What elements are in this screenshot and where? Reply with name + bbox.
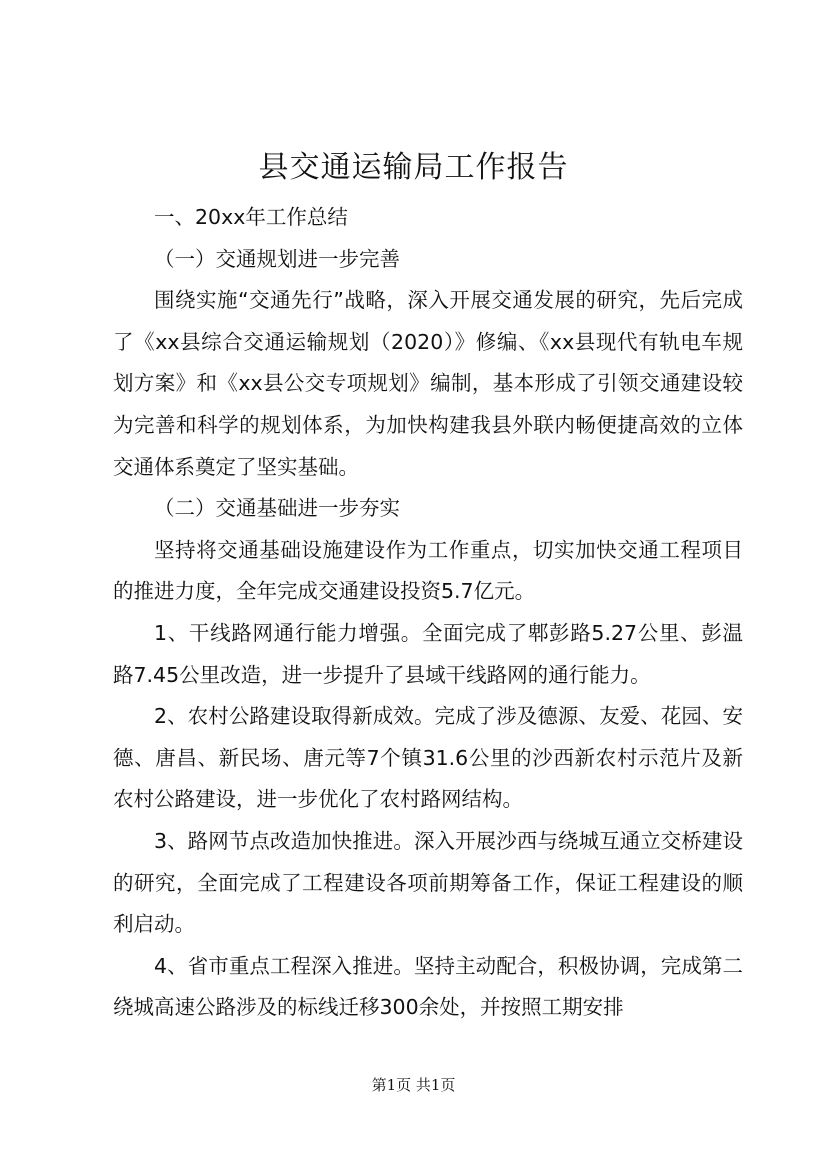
paragraph-infrastructure: 坚持将交通基础设施建设作为工作重点，切实加快交通工程项目的推进力度，全年完成交通建设投资5.7亿元。 — [113, 537, 743, 604]
document-body — [113, 197, 743, 1029]
subsection-heading-1: （一）交通规划进一步完善 — [154, 246, 400, 271]
paragraph-item-4: 4、省市重点工程深入推进。坚持主动配合，积极协调，完成第二绕城高速公路涉及的标线迁移300余处，并按照工期安排 — [113, 953, 743, 1020]
paragraph-item-3: 3、路网节点改造加快推进。深入开展沙西与绕城互通立交桥建设的研究，全面完成了工程建设各项前期筹备工作，保证工程建设的顺利启动。 — [113, 828, 743, 937]
page-footer: 第1页 共1页 — [371, 1076, 456, 1094]
paragraph-item-2: 2、农村公路建设取得新成效。完成了涉及德源、友爱、花园、安德、唐昌、新民场、唐元等7个镇31.6公里的沙西新农村示范片及新农村公路建设，进一步优化了农村路网结构。 — [113, 704, 743, 812]
section-heading-1: 一、20xx年工作总结 — [154, 205, 348, 229]
paragraph-item-1: 1、干线路网通行能力增强。全面完成了郫彭路5.27公里、彭温路7.45公里改造，进一步提升了县域干线路网的通行能力。 — [113, 620, 743, 687]
document-title: 县交通运输局工作报告 — [258, 150, 569, 185]
subsection-heading-2: （二）交通基础进一步夯实 — [154, 496, 400, 521]
paragraph-planning: 围绕实施“交通先行”战略，深入开展交通发展的研究，先后完成了《xx县综合交通运输规划（2020）》修编、《xx县现代有轨电车规划方案》和《xx县公交专项规划》编制，基本形成了引领交通建设较为完善和科学的规划体系，为加快构建我县外联内畅便捷高效的立体交通体系奠定了坚实基础。 — [113, 288, 743, 479]
